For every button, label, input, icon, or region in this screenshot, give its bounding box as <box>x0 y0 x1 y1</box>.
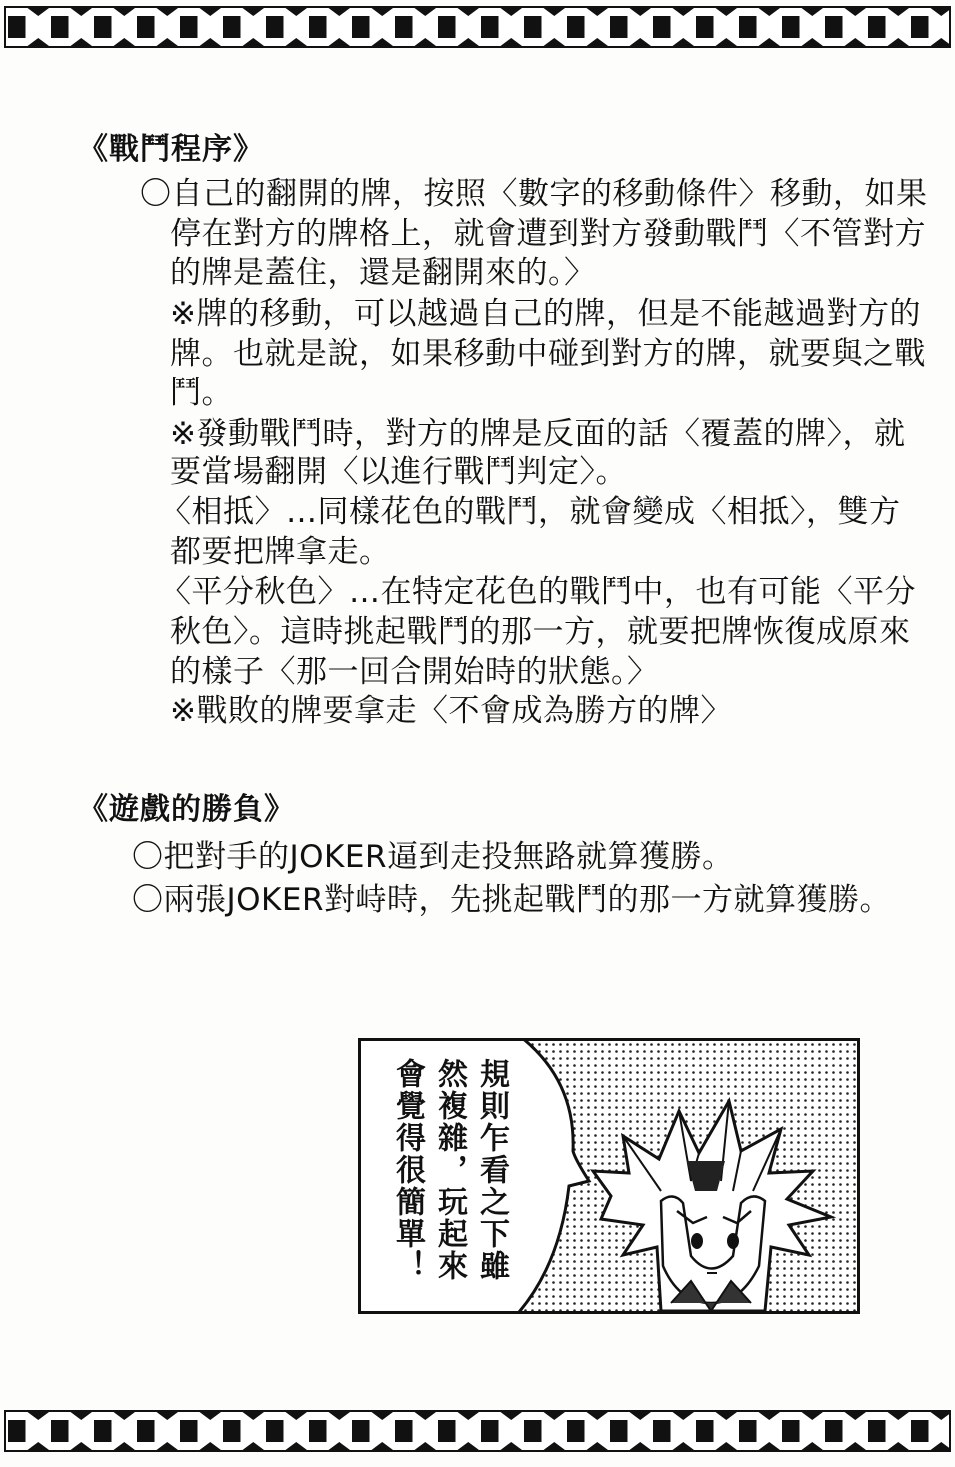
rule-note-line: 鬥。 <box>170 375 233 411</box>
bubble-column: 然複雜，玩起來 <box>432 1058 467 1282</box>
rule-draw-line: 秋色〉。這時挑起戰鬥的那一方，就要把牌恢復成原來 <box>170 614 911 650</box>
rule-note-line: 要當場翻開〈以進行戰鬥判定〉。 <box>170 454 627 490</box>
victory-rule-line: 〇把對手的JOKER逼到走投無路就算獲勝。 <box>132 839 734 875</box>
rule-tie-line: 〈相抵〉…同樣花色的戰鬥，就會變成〈相抵〉，雙方 <box>160 494 901 530</box>
speech-bubble-text <box>388 1058 508 1298</box>
checker-border-top <box>4 6 951 48</box>
rule-tie-line: 都要把牌拿走。 <box>170 534 391 570</box>
section-heading-battle-procedure: 《戰鬥程序》 <box>78 132 264 167</box>
bubble-column: 規則乍看之下雖 <box>474 1058 509 1282</box>
victory-rule-line: 〇兩張JOKER對峙時，先挑起戰鬥的那一方就算獲勝。 <box>132 882 891 918</box>
rule-line: 停在對方的牌格上，就會遭到對方發動戰鬥〈不管對方 <box>170 216 926 252</box>
rule-draw-line: 的樣子〈那一回合開始時的狀態。〉 <box>170 654 659 690</box>
rule-note-line: ※戰敗的牌要拿走〈不會成為勝方的牌〉 <box>170 693 732 729</box>
rule-draw-line: 〈平分秋色〉…在特定花色的戰鬥中，也有可能〈平分 <box>160 574 916 610</box>
section-heading-victory: 《遊戲的勝負》 <box>78 792 295 827</box>
rule-line: 的牌是蓋住，還是翻開來的。〉 <box>170 255 596 291</box>
rule-line: 〇自己的翻開的牌，按照〈數字的移動條件〉移動，如果 <box>140 176 928 212</box>
rule-note-line: 牌。也就是說，如果移動中碰到對方的牌，就要與之戰 <box>170 336 926 372</box>
bubble-column: 會覺得很簡單！ <box>390 1058 425 1282</box>
rule-note-line: ※發動戰鬥時，對方的牌是反面的話〈覆蓋的牌〉，就 <box>170 416 906 452</box>
checker-border-bottom <box>4 1410 951 1452</box>
rule-note-line: ※牌的移動，可以越過自己的牌，但是不能越過對方的 <box>170 296 921 332</box>
